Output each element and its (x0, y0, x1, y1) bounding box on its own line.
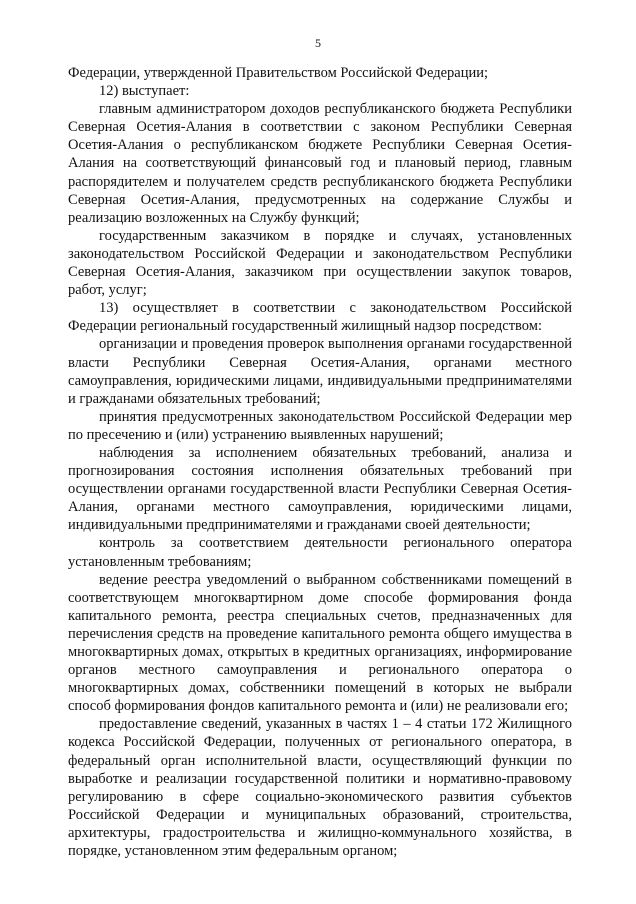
paragraph: главным администратором доходов республиканского бюджета Республики Северная Осетия-Алания в соответствии с законом Республики Северная Осетия-Алания о республиканском бюджете Республики Северная Осетия-Алания на соответствующий финансовый год и плановый период, главным распорядителем и получателем средств республиканского бюджета Республики Северная Осетия-Алания, предусмотренных на содержание Службы и реализацию возложенных на Службу функций; (68, 101, 572, 226)
paragraph: 13) осуществляет в соответствии с законодательством Российской Федерации региональный государственный жилищный надзор посредством: (68, 300, 572, 335)
paragraph: предоставление сведений, указанных в частях 1 – 4 статьи 172 Жилищного кодекса Российской Федерации, полученных от регионального оператора, в федеральный орган исполнительной власти, осуществляющий функции по выработке и реализации государственной политики и нормативно-правовому регулированию в сфере социально-экономического развития субъектов Российской Федерации и муниципальных образований, строительства, архитектуры, градостроительства и жилищно-коммунального хозяйства, в порядке, установленном этим федеральным органом; (68, 716, 572, 860)
paragraph: Федерации, утвержденной Правительством Российской Федерации; (68, 65, 489, 81)
page-number: 5 (315, 36, 321, 50)
paragraph: контроль за соответствием деятельности регионального оператора установленным требованиям; (68, 535, 572, 570)
paragraph: государственным заказчиком в порядке и случаях, установленных законодательством Российской Федерации и законодательством Республики Северная Осетия-Алания, заказчиком при осуществлении закупок товаров, работ, услуг; (68, 227, 572, 299)
paragraph: наблюдения за исполнением обязательных требований, анализа и прогнозирования состояния исполнения обязательных требований при осуществлении органами государственной власти Республики Северная Осетия-Алания, органами местного самоуправления, юридическими лицами, индивидуальными предпринимателями и гражданами своей деятельности; (68, 444, 572, 534)
paragraph: принятия предусмотренных законодательством Российской Федерации мер по пресечению и (или) устранению выявленных нарушений; (68, 408, 572, 443)
document-body (68, 64, 572, 860)
paragraph: 12) выступает: (99, 83, 190, 100)
paragraph: ведение реестра уведомлений о выбранном собственниками помещений в соответствующем многоквартирном доме способе формирования фонда капитального ремонта, реестра специальных счетов, предназначенных для перечисления средств на проведение капитального ремонта общего имущества в многоквартирных домах, открытых в кредитных организациях, информирование органов местного самоуправления и регионального оператора о многоквартирных домах, собственники помещений в которых не выбрали способ формирования фондов капитального ремонта и (или) не реализовали его; (68, 571, 572, 715)
paragraph: организации и проведения проверок выполнения органами государственной власти Республики Северная Осетия-Алания, органами местного самоуправления, юридическими лицами, индивидуальными предпринимателями и гражданами обязательных требований; (68, 336, 572, 407)
